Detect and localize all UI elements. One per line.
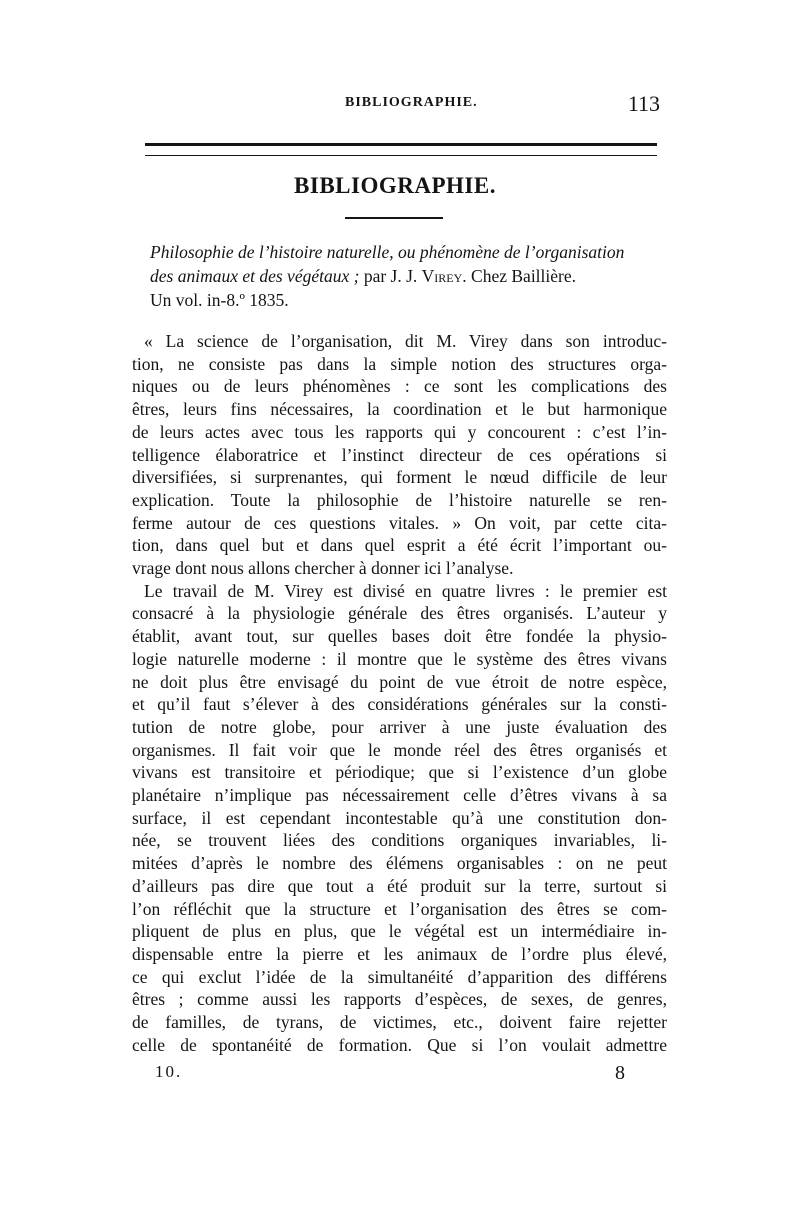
text-line: mitées d’après le nombre des élémens organisables : on ne peut xyxy=(132,853,667,874)
page-footer xyxy=(155,1062,625,1088)
text-line: et qu’il faut s’élever à des considérations générales sur la consti- xyxy=(132,694,667,715)
running-title: BIBLIOGRAPHIE. xyxy=(345,95,478,110)
text-line: planétaire n’implique pas nécessairement celle d’êtres vivans à sa xyxy=(132,785,667,806)
running-head xyxy=(130,91,660,119)
reference-title-line-2: des animaux et des végétaux ; xyxy=(150,266,360,286)
text-line: vrage dont nous allons chercher à donner ici l’analyse. xyxy=(132,558,514,579)
text-line: êtres ; comme aussi les rapports d’espèces, de sexes, de genres, xyxy=(132,989,667,1010)
body-text xyxy=(132,330,667,1057)
heading-rule xyxy=(345,217,443,219)
text-line: surface, il est cependant incontestable qu’à une constitution don- xyxy=(132,807,667,828)
text-line: d’ailleurs pas dire que tout a été produit sur la terre, surtout si xyxy=(132,875,667,896)
text-line: êtres, leurs fins nécessaires, la coordination et le but harmonique xyxy=(132,399,667,420)
text-line: tion, ne consiste pas dans la simple notion des structures orga- xyxy=(132,353,667,374)
text-line: de leurs actes avec tous les rapports qui y concourent : c’est l’in- xyxy=(132,421,667,442)
text-line: tution de notre globe, pour arriver à une juste évaluation des xyxy=(132,716,667,737)
header-double-rule xyxy=(145,143,657,156)
reference-publisher: . Chez Baillière. xyxy=(462,266,577,286)
reference-by: par J. J. xyxy=(359,266,422,286)
reference-format: Un vol. in-8.º 1835. xyxy=(150,290,289,310)
text-line: de familles, de tyrans, de victimes, etc., doivent faire rejetter xyxy=(132,1012,667,1033)
text-line: organismes. Il fait voir que le monde réel des êtres organisés et xyxy=(132,739,667,760)
book-reference xyxy=(150,240,668,312)
text-line: logie naturelle moderne : il montre que le système des êtres vivans xyxy=(132,648,667,669)
text-line: ne doit plus être envisagé du point de vue étroit de notre espèce, xyxy=(132,671,667,692)
text-line: Le travail de M. Virey est divisé en quatre livres : le premier est xyxy=(144,580,667,601)
page-number: 113 xyxy=(627,91,660,116)
text-line: ce qui exclut l’idée de la simultanéité d’apparition des différens xyxy=(132,966,667,987)
text-line: consacré à la physiologie générale des êtres organisés. L’auteur y xyxy=(132,603,667,624)
text-line: diversifiées, si surprenantes, qui forment le nœud difficile de leur xyxy=(132,467,667,488)
signature-mark-right: 8 xyxy=(615,1062,625,1084)
text-line: née, se trouvent liées des conditions organiques invariables, li- xyxy=(132,830,667,851)
text-line: tion, dans quel but et dans quel esprit a été écrit l’important ou- xyxy=(132,535,667,556)
section-heading: BIBLIOGRAPHIE. xyxy=(294,173,496,198)
text-line: vivans est transitoire et périodique; que si l’existence d’un globe xyxy=(132,762,667,783)
text-line: ferme autour de ces questions vitales. » On voit, par cette cita- xyxy=(132,512,667,533)
text-line: telligence élaboratrice et l’instinct directeur de ces opérations si xyxy=(132,444,667,465)
reference-line-2 xyxy=(150,264,668,288)
text-line: dispensable entre la pierre et les animaux de l’ordre plus élevé, xyxy=(132,943,667,964)
text-line: celle de spontanéité de formation. Que si l’on voulait admettre xyxy=(132,1034,667,1055)
text-line: niques ou de leurs phénomènes : ce sont les complications des xyxy=(132,376,667,397)
text-line: pliquent de plus en plus, que le végétal est un intermédiaire in- xyxy=(132,921,667,942)
text-line: l’on réfléchit que la structure et l’organisation des êtres se com- xyxy=(132,898,667,919)
text-line: « La science de l’organisation, dit M. Virey dans son introduc- xyxy=(144,331,667,351)
text-line: explication. Toute la philosophie de l’histoire naturelle se ren- xyxy=(132,489,667,510)
signature-mark-left: 10. xyxy=(155,1062,183,1081)
text-line: établit, avant tout, sur quelles bases doit être fondée la physio- xyxy=(132,626,667,647)
reference-author: Virey xyxy=(421,266,463,286)
reference-title-line-1: Philosophie de l’histoire naturelle, ou phénomène de l’organisation xyxy=(150,242,625,262)
